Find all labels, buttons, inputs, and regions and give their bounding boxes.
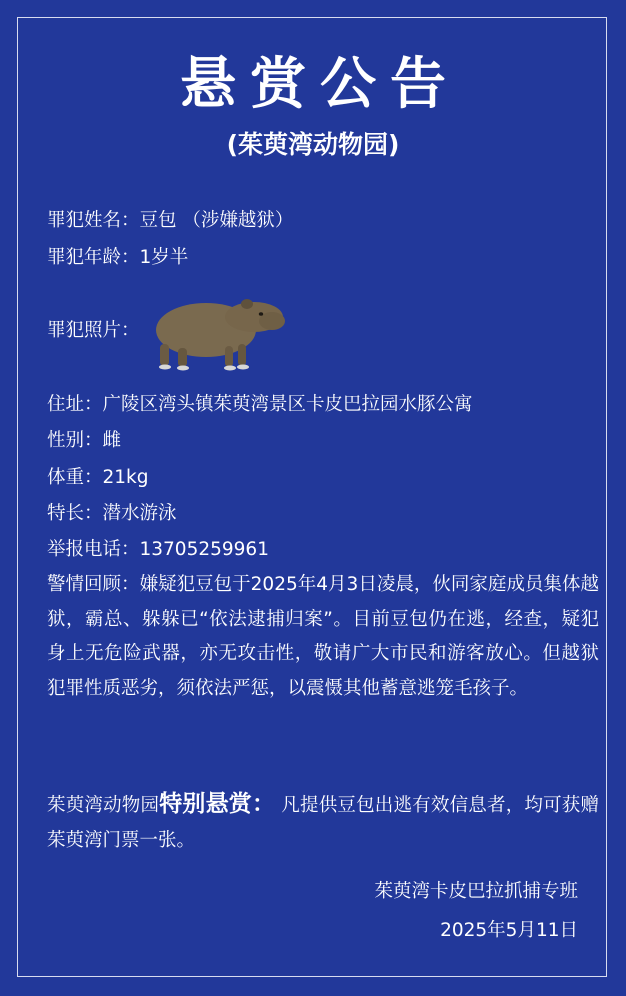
field-specialty: 特长：潜水游泳 (47, 503, 177, 524)
field-photo-label: 罪犯照片： (47, 320, 140, 341)
signature-date: 2025年5月11日 (440, 920, 578, 941)
field-gender: 性别：雌 (47, 430, 122, 451)
reward-emphasis: 特别悬赏： (159, 791, 276, 817)
field-phone: 举报电话：13705259961 (47, 539, 269, 560)
field-weight: 体重：21kg (47, 467, 149, 488)
field-name: 罪犯姓名：豆包 （涉嫌越狱） (47, 210, 294, 231)
poster-title: 悬赏公告 (180, 52, 460, 117)
poster-subtitle: (茱萸湾动物园) (226, 130, 400, 159)
capybara-photo (148, 292, 290, 372)
signature-organization: 茱萸湾卡皮巴拉抓捕专班 (374, 881, 578, 902)
reward-text: 凡提供豆包出逃有效信息者，均可获赠茱萸湾门票一张。 (47, 795, 599, 851)
case-review: 警情回顾：嫌疑犯豆包于2025年4月3日凌晨，伙同家庭成员集体越狱，霸总、躲躲已“依法逮捕归案”。目前豆包仍在逃，经查，疑犯身上无危险武器，亦无攻击性，敬请广大市民和游客放心。但越狱犯罪性质恶劣，须依法严惩，以震慑其他蓄意逃笼毛孩子。 (47, 574, 599, 699)
field-address: 住址：广陵区湾头镇茱萸湾景区卡皮巴拉园水豚公寓 (47, 394, 473, 415)
reward-section (47, 787, 599, 858)
reward-prefix: 茱萸湾动物园 (47, 795, 160, 816)
field-age: 罪犯年龄：1岁半 (47, 247, 189, 268)
